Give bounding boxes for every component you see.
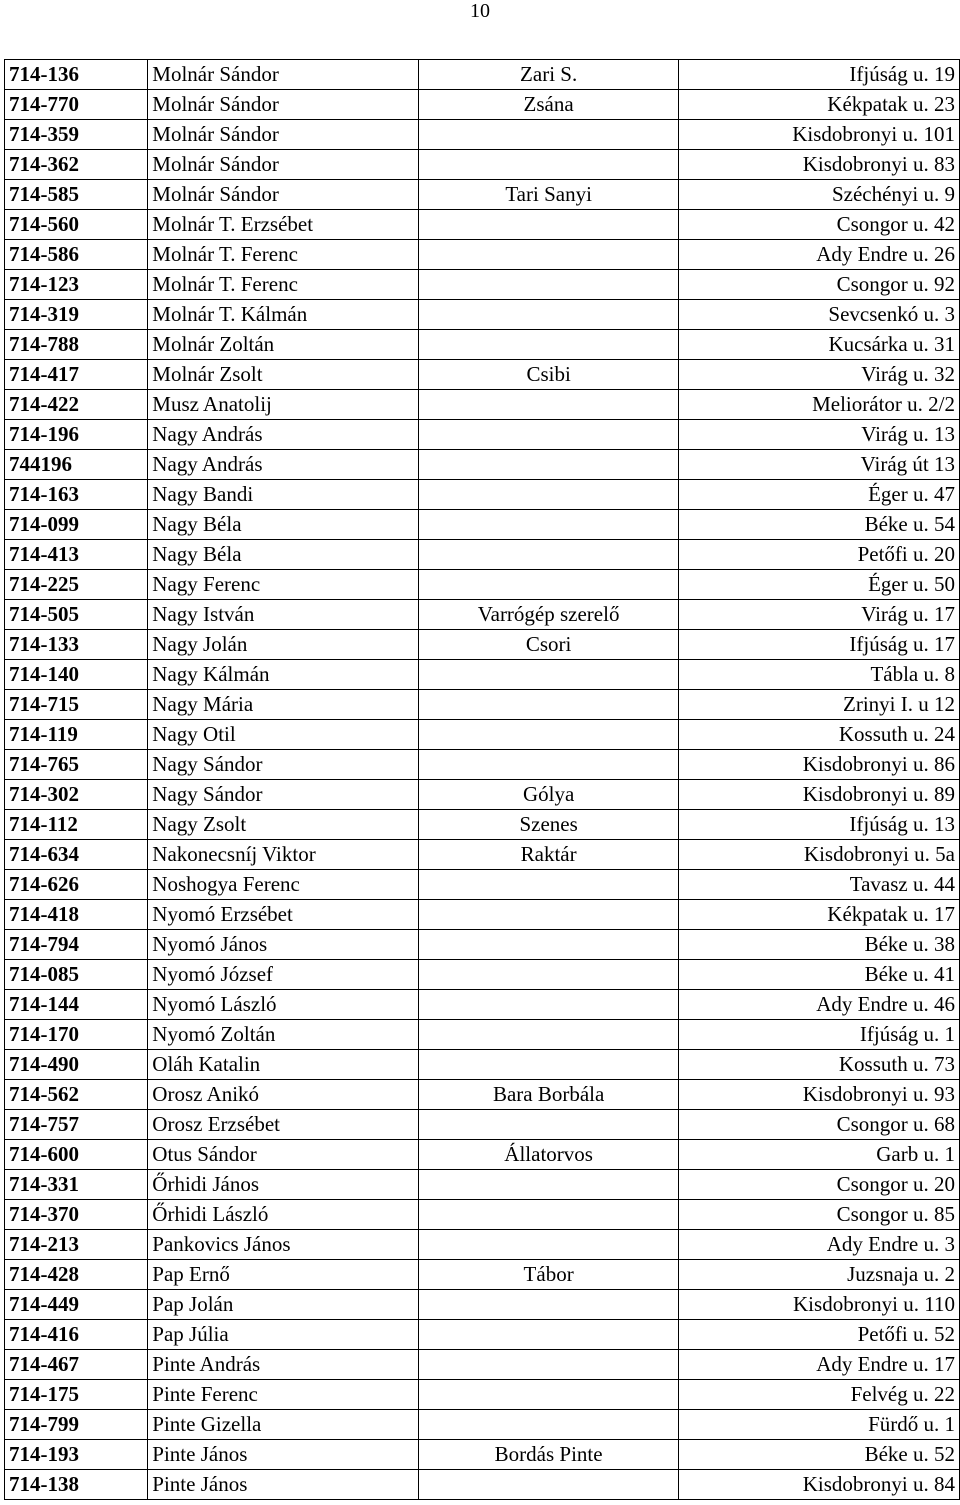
- table-row: [5, 1230, 960, 1260]
- phone-number-cell: 714-428: [5, 1260, 148, 1290]
- table-row: [5, 240, 960, 270]
- phone-number-cell: 714-193: [5, 1440, 148, 1470]
- name-cell: Őrhidi László: [148, 1200, 419, 1230]
- address-cell: Ady Endre u. 46: [679, 990, 960, 1020]
- address-cell: Csongor u. 42: [679, 210, 960, 240]
- phone-number-cell: 714-196: [5, 420, 148, 450]
- nickname-cell: [418, 960, 679, 990]
- phone-number-cell: 714-467: [5, 1350, 148, 1380]
- address-cell: Sevcsenkó u. 3: [679, 300, 960, 330]
- name-cell: Noshogya Ferenc: [148, 870, 419, 900]
- address-cell: Virág u. 17: [679, 600, 960, 630]
- phone-number-cell: 714-417: [5, 360, 148, 390]
- address-cell: Éger u. 50: [679, 570, 960, 600]
- table-row: [5, 1110, 960, 1140]
- name-cell: Nagy István: [148, 600, 419, 630]
- name-cell: Nyomó Erzsébet: [148, 900, 419, 930]
- phone-number-cell: 714-418: [5, 900, 148, 930]
- table-row: [5, 1410, 960, 1440]
- name-cell: Oláh Katalin: [148, 1050, 419, 1080]
- table-row: [5, 840, 960, 870]
- phone-number-cell: 714-490: [5, 1050, 148, 1080]
- table-row: [5, 360, 960, 390]
- address-cell: Felvég u. 22: [679, 1380, 960, 1410]
- table-row: [5, 1290, 960, 1320]
- address-cell: Juzsnaja u. 2: [679, 1260, 960, 1290]
- nickname-cell: Zsána: [418, 90, 679, 120]
- phone-number-cell: 714-422: [5, 390, 148, 420]
- table-row: [5, 990, 960, 1020]
- name-cell: Molnár Sándor: [148, 180, 419, 210]
- nickname-cell: [418, 120, 679, 150]
- nickname-cell: [418, 660, 679, 690]
- name-cell: Orosz Erzsébet: [148, 1110, 419, 1140]
- name-cell: Molnár T. Ferenc: [148, 240, 419, 270]
- name-cell: Molnár Sándor: [148, 150, 419, 180]
- nickname-cell: [418, 510, 679, 540]
- phone-number-cell: 714-449: [5, 1290, 148, 1320]
- nickname-cell: Gólya: [418, 780, 679, 810]
- directory-body: [5, 60, 960, 1500]
- name-cell: Nyomó László: [148, 990, 419, 1020]
- address-cell: Petőfi u. 20: [679, 540, 960, 570]
- phone-number-cell: 744196: [5, 450, 148, 480]
- name-cell: Otus Sándor: [148, 1140, 419, 1170]
- phone-number-cell: 714-331: [5, 1170, 148, 1200]
- phone-number-cell: 714-586: [5, 240, 148, 270]
- table-row: [5, 210, 960, 240]
- table-row: [5, 180, 960, 210]
- phone-directory-table: [4, 59, 960, 1500]
- phone-number-cell: 714-225: [5, 570, 148, 600]
- table-row: [5, 1080, 960, 1110]
- name-cell: Nyomó Zoltán: [148, 1020, 419, 1050]
- name-cell: Nagy Zsolt: [148, 810, 419, 840]
- name-cell: Nagy Sándor: [148, 780, 419, 810]
- nickname-cell: Tábor: [418, 1260, 679, 1290]
- nickname-cell: [418, 420, 679, 450]
- address-cell: Virág u. 13: [679, 420, 960, 450]
- phone-number-cell: 714-140: [5, 660, 148, 690]
- table-row: [5, 780, 960, 810]
- address-cell: Csongor u. 85: [679, 1200, 960, 1230]
- phone-number-cell: 714-370: [5, 1200, 148, 1230]
- name-cell: Nagy Béla: [148, 540, 419, 570]
- name-cell: Orosz Anikó: [148, 1080, 419, 1110]
- nickname-cell: [418, 1290, 679, 1320]
- phone-number-cell: 714-138: [5, 1470, 148, 1500]
- address-cell: Fürdő u. 1: [679, 1410, 960, 1440]
- phone-number-cell: 714-626: [5, 870, 148, 900]
- table-row: [5, 1050, 960, 1080]
- phone-number-cell: 714-302: [5, 780, 148, 810]
- phone-number-cell: 714-600: [5, 1140, 148, 1170]
- address-cell: Kisdobronyi u. 93: [679, 1080, 960, 1110]
- name-cell: Nagy András: [148, 420, 419, 450]
- address-cell: Béke u. 52: [679, 1440, 960, 1470]
- address-cell: Béke u. 54: [679, 510, 960, 540]
- nickname-cell: [418, 990, 679, 1020]
- address-cell: Ifjúság u. 1: [679, 1020, 960, 1050]
- phone-number-cell: 714-765: [5, 750, 148, 780]
- phone-number-cell: 714-359: [5, 120, 148, 150]
- phone-number-cell: 714-362: [5, 150, 148, 180]
- address-cell: Béke u. 41: [679, 960, 960, 990]
- table-row: [5, 930, 960, 960]
- name-cell: Molnár Zoltán: [148, 330, 419, 360]
- phone-number-cell: 714-119: [5, 720, 148, 750]
- phone-number-cell: 714-175: [5, 1380, 148, 1410]
- phone-number-cell: 714-144: [5, 990, 148, 1020]
- phone-number-cell: 714-085: [5, 960, 148, 990]
- nickname-cell: [418, 1020, 679, 1050]
- table-row: [5, 1170, 960, 1200]
- address-cell: Ady Endre u. 17: [679, 1350, 960, 1380]
- phone-number-cell: 714-562: [5, 1080, 148, 1110]
- phone-number-cell: 714-794: [5, 930, 148, 960]
- name-cell: Őrhidi János: [148, 1170, 419, 1200]
- phone-number-cell: 714-133: [5, 630, 148, 660]
- name-cell: Molnár Sándor: [148, 60, 419, 90]
- nickname-cell: Varrógép szerelő: [418, 600, 679, 630]
- name-cell: Molnár Sándor: [148, 120, 419, 150]
- name-cell: Molnár Zsolt: [148, 360, 419, 390]
- nickname-cell: [418, 930, 679, 960]
- table-row: [5, 1470, 960, 1500]
- address-cell: Meliorátor u. 2/2: [679, 390, 960, 420]
- address-cell: Kisdobronyi u. 89: [679, 780, 960, 810]
- address-cell: Kékpatak u. 23: [679, 90, 960, 120]
- table-row: [5, 510, 960, 540]
- nickname-cell: Zari S.: [418, 60, 679, 90]
- phone-number-cell: 714-505: [5, 600, 148, 630]
- name-cell: Nagy Béla: [148, 510, 419, 540]
- phone-number-cell: 714-416: [5, 1320, 148, 1350]
- table-row: [5, 1380, 960, 1410]
- table-row: [5, 1350, 960, 1380]
- address-cell: Kisdobronyi u. 110: [679, 1290, 960, 1320]
- name-cell: Nagy Kálmán: [148, 660, 419, 690]
- table-row: [5, 690, 960, 720]
- nickname-cell: [418, 1350, 679, 1380]
- table-row: [5, 900, 960, 930]
- address-cell: Kisdobronyi u. 84: [679, 1470, 960, 1500]
- table-row: [5, 1320, 960, 1350]
- nickname-cell: [418, 1200, 679, 1230]
- table-row: [5, 90, 960, 120]
- table-row: [5, 630, 960, 660]
- address-cell: Kisdobronyi u. 86: [679, 750, 960, 780]
- table-row: [5, 420, 960, 450]
- name-cell: Nagy Otil: [148, 720, 419, 750]
- table-row: [5, 660, 960, 690]
- name-cell: Molnár T. Erzsébet: [148, 210, 419, 240]
- nickname-cell: [418, 1110, 679, 1140]
- table-row: [5, 330, 960, 360]
- name-cell: Molnár T. Kálmán: [148, 300, 419, 330]
- name-cell: Molnár T. Ferenc: [148, 270, 419, 300]
- nickname-cell: Bordás Pinte: [418, 1440, 679, 1470]
- phone-number-cell: 714-213: [5, 1230, 148, 1260]
- table-row: [5, 960, 960, 990]
- nickname-cell: [418, 390, 679, 420]
- address-cell: Kisdobronyi u. 101: [679, 120, 960, 150]
- address-cell: Tavasz u. 44: [679, 870, 960, 900]
- phone-number-cell: 714-099: [5, 510, 148, 540]
- nickname-cell: [418, 210, 679, 240]
- nickname-cell: [418, 480, 679, 510]
- table-row: [5, 750, 960, 780]
- table-row: [5, 600, 960, 630]
- table-row: [5, 120, 960, 150]
- table-row: [5, 390, 960, 420]
- address-cell: Kisdobronyi u. 83: [679, 150, 960, 180]
- phone-number-cell: 714-560: [5, 210, 148, 240]
- table-row: [5, 1020, 960, 1050]
- nickname-cell: [418, 1230, 679, 1260]
- address-cell: Kékpatak u. 17: [679, 900, 960, 930]
- phone-number-cell: 714-770: [5, 90, 148, 120]
- nickname-cell: Raktár: [418, 840, 679, 870]
- phone-number-cell: 714-585: [5, 180, 148, 210]
- address-cell: Ifjúság u. 17: [679, 630, 960, 660]
- address-cell: Kossuth u. 73: [679, 1050, 960, 1080]
- address-cell: Béke u. 38: [679, 930, 960, 960]
- nickname-cell: Szenes: [418, 810, 679, 840]
- address-cell: Kossuth u. 24: [679, 720, 960, 750]
- phone-number-cell: 714-170: [5, 1020, 148, 1050]
- phone-number-cell: 714-413: [5, 540, 148, 570]
- nickname-cell: [418, 270, 679, 300]
- name-cell: Nagy Ferenc: [148, 570, 419, 600]
- address-cell: Csongor u. 92: [679, 270, 960, 300]
- name-cell: Pankovics János: [148, 1230, 419, 1260]
- nickname-cell: [418, 870, 679, 900]
- nickname-cell: Tari Sanyi: [418, 180, 679, 210]
- address-cell: Ady Endre u. 3: [679, 1230, 960, 1260]
- name-cell: Nyomó József: [148, 960, 419, 990]
- address-cell: Kucsárka u. 31: [679, 330, 960, 360]
- nickname-cell: [418, 750, 679, 780]
- phone-number-cell: 714-123: [5, 270, 148, 300]
- phone-number-cell: 714-163: [5, 480, 148, 510]
- table-row: [5, 570, 960, 600]
- name-cell: Molnár Sándor: [148, 90, 419, 120]
- table-row: [5, 1260, 960, 1290]
- table-row: [5, 540, 960, 570]
- nickname-cell: [418, 690, 679, 720]
- table-row: [5, 1140, 960, 1170]
- address-cell: Ady Endre u. 26: [679, 240, 960, 270]
- table-row: [5, 720, 960, 750]
- page-number: 10: [470, 0, 490, 22]
- phone-number-cell: 714-634: [5, 840, 148, 870]
- table-row: [5, 480, 960, 510]
- address-cell: Virág út 13: [679, 450, 960, 480]
- address-cell: Garb u. 1: [679, 1140, 960, 1170]
- address-cell: Csongor u. 68: [679, 1110, 960, 1140]
- nickname-cell: [418, 720, 679, 750]
- phone-number-cell: 714-799: [5, 1410, 148, 1440]
- address-cell: Kisdobronyi u. 5a: [679, 840, 960, 870]
- name-cell: Nagy Jolán: [148, 630, 419, 660]
- phone-number-cell: 714-112: [5, 810, 148, 840]
- table-row: [5, 810, 960, 840]
- table-row: [5, 60, 960, 90]
- address-cell: Éger u. 47: [679, 480, 960, 510]
- nickname-cell: Csori: [418, 630, 679, 660]
- table-row: [5, 150, 960, 180]
- address-cell: Ifjúság u. 19: [679, 60, 960, 90]
- phone-number-cell: 714-757: [5, 1110, 148, 1140]
- address-cell: Zrinyi I. u 12: [679, 690, 960, 720]
- name-cell: Nagy Bandi: [148, 480, 419, 510]
- name-cell: Nagy Mária: [148, 690, 419, 720]
- nickname-cell: [418, 330, 679, 360]
- table-row: [5, 450, 960, 480]
- address-cell: Virág u. 32: [679, 360, 960, 390]
- name-cell: Pap Júlia: [148, 1320, 419, 1350]
- name-cell: Nagy Sándor: [148, 750, 419, 780]
- address-cell: Csongor u. 20: [679, 1170, 960, 1200]
- table-row: [5, 1200, 960, 1230]
- nickname-cell: [418, 300, 679, 330]
- nickname-cell: [418, 1320, 679, 1350]
- phone-number-cell: 714-788: [5, 330, 148, 360]
- nickname-cell: [418, 1470, 679, 1500]
- name-cell: Pinte Ferenc: [148, 1380, 419, 1410]
- name-cell: Nyomó János: [148, 930, 419, 960]
- table-row: [5, 1440, 960, 1470]
- name-cell: Pap Jolán: [148, 1290, 419, 1320]
- name-cell: Pinte János: [148, 1440, 419, 1470]
- address-cell: Tábla u. 8: [679, 660, 960, 690]
- nickname-cell: [418, 240, 679, 270]
- address-cell: Petőfi u. 52: [679, 1320, 960, 1350]
- name-cell: Pinte János: [148, 1470, 419, 1500]
- name-cell: Pinte Gizella: [148, 1410, 419, 1440]
- name-cell: Pap Ernő: [148, 1260, 419, 1290]
- table-row: [5, 300, 960, 330]
- nickname-cell: [418, 1410, 679, 1440]
- nickname-cell: [418, 570, 679, 600]
- name-cell: Musz Anatolij: [148, 390, 419, 420]
- phone-number-cell: 714-715: [5, 690, 148, 720]
- name-cell: Pinte András: [148, 1350, 419, 1380]
- name-cell: Nagy András: [148, 450, 419, 480]
- phone-number-cell: 714-319: [5, 300, 148, 330]
- nickname-cell: Bara Borbála: [418, 1080, 679, 1110]
- nickname-cell: [418, 450, 679, 480]
- nickname-cell: [418, 1050, 679, 1080]
- nickname-cell: Állatorvos: [418, 1140, 679, 1170]
- nickname-cell: [418, 1170, 679, 1200]
- phone-number-cell: 714-136: [5, 60, 148, 90]
- name-cell: Nakonecsníj Viktor: [148, 840, 419, 870]
- table-row: [5, 270, 960, 300]
- nickname-cell: [418, 540, 679, 570]
- nickname-cell: [418, 150, 679, 180]
- table-row: [5, 870, 960, 900]
- nickname-cell: [418, 1380, 679, 1410]
- nickname-cell: [418, 900, 679, 930]
- address-cell: Ifjúság u. 13: [679, 810, 960, 840]
- address-cell: Széchényi u. 9: [679, 180, 960, 210]
- nickname-cell: Csibi: [418, 360, 679, 390]
